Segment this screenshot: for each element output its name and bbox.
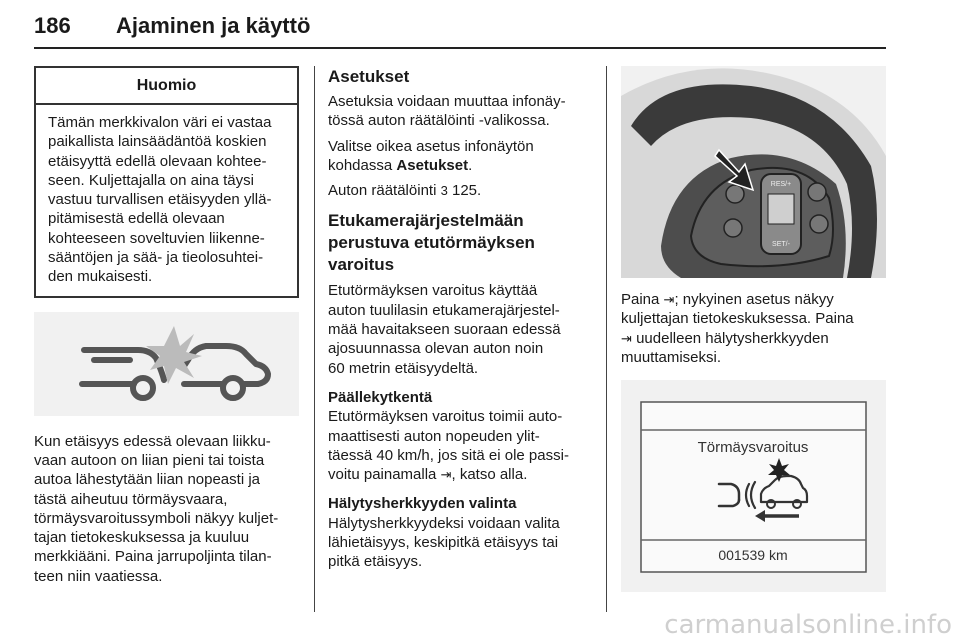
odometer: 001539 km bbox=[718, 547, 788, 564]
wheel-shape bbox=[223, 378, 243, 398]
fcw-button-icon: ⇥ bbox=[621, 330, 632, 346]
text-line: Valitse oikea asetus infonäytön bbox=[328, 137, 534, 155]
text-line: pitämisestä edellä olevaan bbox=[48, 210, 225, 228]
text-line: seen. Kuljettajalla on aina täysi bbox=[48, 171, 254, 189]
text-line: kohteeseen soveltuvien liikenne- bbox=[48, 229, 265, 247]
page-number: 186 bbox=[34, 13, 71, 38]
text-span: ; nykyinen asetus näkyy bbox=[674, 291, 834, 308]
text-line: Hälytysherkkyydeksi voidaan valita bbox=[328, 514, 560, 532]
fcw-button-icon: ⇥ bbox=[440, 467, 452, 483]
heading-line: varoitus bbox=[328, 255, 395, 275]
cross-reference bbox=[328, 181, 590, 200]
text-line: pitkä etäisyys. bbox=[328, 553, 423, 571]
paragraph bbox=[328, 92, 590, 131]
car-outline bbox=[84, 350, 164, 380]
page-header bbox=[34, 6, 886, 46]
heading-line: Etukamerajärjestelmään bbox=[328, 211, 524, 231]
text-span: , katso alla. bbox=[451, 466, 528, 484]
text-line: Asetuksia voidaan muuttaa infonäy- bbox=[328, 93, 566, 110]
text-line: tössä auton räätälöinti -valikossa. bbox=[328, 112, 550, 130]
steering-wheel-illustration bbox=[621, 66, 886, 278]
column-3 bbox=[621, 66, 886, 592]
text-line: lähietäisyys, keskipitkä etäisyys tai bbox=[328, 534, 559, 552]
roller-wheel bbox=[768, 194, 794, 224]
text-line: sääntöjen ja sää- ja tieolosuhtei- bbox=[48, 249, 264, 267]
text-span: Paina bbox=[621, 291, 664, 308]
text-line: vaan autoon on liian pieni tai toista bbox=[34, 451, 265, 469]
subheading-activation: Päällekytkentä bbox=[328, 388, 433, 406]
text-line: tästä aiheutuu törmäysvaara, bbox=[34, 490, 228, 508]
paragraph bbox=[328, 514, 590, 572]
text-line bbox=[621, 329, 886, 348]
settings-term: Asetukset bbox=[396, 156, 469, 174]
text-line: Etutörmäyksen varoitus toimii auto- bbox=[328, 408, 563, 426]
subheading-sensitivity: Hälytysherkkyyden valinta bbox=[328, 495, 517, 513]
control-button bbox=[808, 183, 826, 201]
collision-car-icon bbox=[34, 312, 299, 416]
text-line: den mukaisesti. bbox=[48, 268, 153, 286]
text-line: paikallista lainsäädäntöä koskien bbox=[48, 133, 267, 151]
text-line bbox=[328, 156, 590, 175]
warning-paragraph bbox=[34, 432, 299, 586]
column-2 bbox=[328, 66, 590, 572]
text-line: 60 metrin etäisyydeltä. bbox=[328, 359, 479, 377]
text-line: ajosuunnassa olevan auton noin bbox=[328, 340, 544, 358]
text-line: autoa lähestytään liian nopeasti ja bbox=[34, 471, 260, 489]
set-label: SET/- bbox=[772, 241, 790, 248]
text-line: teen niin vaatiessa. bbox=[34, 567, 163, 585]
steering-wheel-controls-icon bbox=[621, 66, 886, 278]
heading-settings: Asetukset bbox=[328, 67, 410, 86]
display-title: Törmäysvaroitus bbox=[697, 439, 809, 457]
text-line: maattisesti auton nopeuden ylit- bbox=[328, 427, 540, 445]
text-line: merkkiääni. Paina jarrupoljinta tilan- bbox=[34, 548, 272, 566]
column-1 bbox=[34, 66, 299, 586]
control-button bbox=[726, 185, 744, 203]
info-display bbox=[621, 380, 886, 592]
text-line: törmäysvaroitussymboli näkyy kuljet- bbox=[34, 509, 279, 527]
control-button bbox=[724, 219, 742, 237]
text-span: . bbox=[468, 156, 473, 174]
text-line: mää havaitakseen suoraan edessä bbox=[328, 321, 561, 339]
text-span: Auton räätälöinti bbox=[328, 182, 441, 200]
text-line: kuljettajan tietokeskuksessa. Paina bbox=[621, 310, 854, 328]
text-line: Tämän merkkivalon väri ei vastaa bbox=[48, 114, 272, 131]
heading-forward-collision bbox=[328, 210, 590, 276]
text-span: uudelleen hälytysherkkyyden bbox=[631, 329, 829, 347]
paragraph bbox=[328, 407, 590, 484]
text-line: etäisyyttä edellä olevaan kohtee- bbox=[48, 152, 267, 170]
text-line: auton tuulilasin etukamerajärjestel- bbox=[328, 301, 560, 319]
header-rule bbox=[34, 47, 886, 49]
paragraph bbox=[328, 281, 590, 377]
fcw-button-icon: ⇥ bbox=[663, 292, 675, 307]
text-line bbox=[328, 465, 590, 484]
res-label: RES/+ bbox=[770, 181, 792, 188]
reference-arrow-icon: 3 bbox=[440, 183, 448, 199]
watermark: carmanualsonline.info bbox=[664, 610, 952, 640]
text-line bbox=[621, 290, 886, 309]
control-button bbox=[810, 215, 828, 233]
paragraph bbox=[328, 137, 590, 176]
text-line: Etutörmäyksen varoitus käyttää bbox=[328, 282, 538, 300]
text-line: vastuu turvallisen etäisyyden yllä- bbox=[48, 191, 272, 209]
instruction-paragraph bbox=[621, 290, 886, 367]
text-line: Kun etäisyys edessä olevaan liikku- bbox=[34, 432, 271, 450]
wheel-shape bbox=[133, 378, 153, 398]
notice-box bbox=[34, 66, 299, 298]
page-title: Ajaminen ja käyttö bbox=[116, 13, 311, 38]
collision-warning-illustration bbox=[34, 312, 299, 416]
notice-body bbox=[36, 105, 297, 296]
column-divider bbox=[606, 66, 607, 612]
text-line: tajan tietokeskuksessa ja kuuluu bbox=[34, 529, 250, 547]
text-span: kohdassa bbox=[328, 156, 397, 174]
notice-title: Huomio bbox=[36, 68, 297, 105]
text-span: voitu painamalla bbox=[328, 466, 441, 484]
text-line: täessä 40 km/h, jos sitä ei ole passi- bbox=[328, 446, 569, 464]
text-line: muuttamiseksi. bbox=[621, 348, 722, 366]
column-divider bbox=[314, 66, 315, 612]
page-ref: 125. bbox=[447, 182, 482, 200]
driver-display-illustration bbox=[621, 380, 886, 592]
heading-line: perustuva etutörmäyksen bbox=[328, 233, 535, 253]
